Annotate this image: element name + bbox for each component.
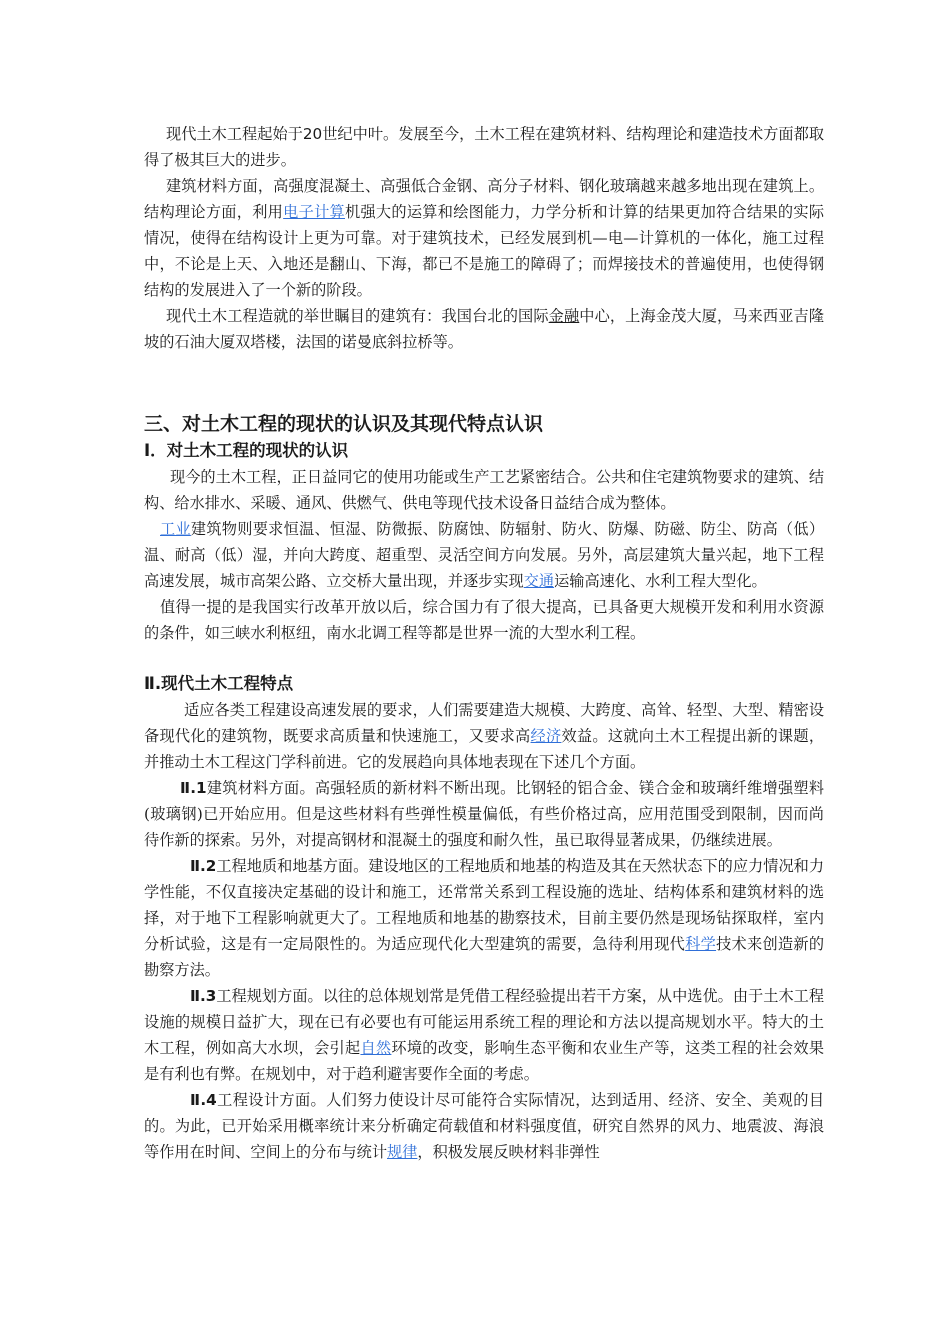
link-economy[interactable]: 经济 (530, 727, 562, 745)
list-item-planning (144, 983, 824, 1087)
text: 世纪中叶。发展至今，土木工程在建筑材料、结构理论和建造技术方面都取得了极其巨大的进步。 (144, 125, 825, 169)
item-number: Ⅱ.1 (180, 779, 207, 797)
text: 适应各类工程建设高速发展的要求，人们需要建造大规模、大跨度、高耸、轻型、大型、精密设备现代化的建筑物，既要求高质量和快速施工，又要求高 (144, 701, 824, 745)
text-number: 20 (302, 125, 323, 143)
item-number: Ⅱ.4 (190, 1091, 217, 1109)
link-transport[interactable]: 交通 (523, 572, 555, 590)
list-item-materials (144, 775, 824, 853)
text: 现代土木工程造就的举世瞩目的建筑有：我国台北的国际 (166, 307, 549, 325)
document-body (144, 121, 824, 1165)
text: 工程规划方面。以往的总体规划常是凭借工程经验提出若干方案，从中选优。由于土木工程设施的规模日益扩大，现在已有必要也有可能运用系统工程的理论和方法以提高规划水平。特大的土木工程，例如高大水坝，会引起 (144, 987, 825, 1057)
text: 工程设计方面。人们努力使设计尽可能符合实际情况，达到适用、经济、安全、美观的目的。为此，已开始采用概率统计来分析确定荷载值和材料强度值，研究自然界的风力、地震波、海浪等作用在时间、空间上的分布与统计 (144, 1091, 825, 1161)
item-number: Ⅱ.2 (190, 857, 217, 875)
text: 建筑材料方面，高强度混凝土、高强低合金钢、高分子材料、钢化玻璃越来越多地出现在建筑上。结构理论方面，利用 (144, 177, 824, 221)
paragraph-current-status-1: 现今的土木工程，正日益同它的使用功能或生产工艺紧密结合。公共和住宅建筑物要求的建筑、结构、给水排水、采暖、通风、供燃气、供电等现代技术设备日益结合成为整体。 (144, 468, 824, 512)
text: 技术来创造新的勘察方法。 (144, 935, 825, 979)
section-heading: 三、对土木工程的现状的认识及其现代特点认识 (144, 413, 544, 435)
paragraph-materials-theory (144, 173, 824, 303)
list-item-design (144, 1087, 824, 1165)
list-item-geology (144, 853, 824, 983)
text: 运输高速化、水利工程大型化。 (554, 572, 767, 590)
link-industry[interactable]: 工业 (160, 520, 191, 538)
subsection-heading-current-status: Ⅰ．对土木工程的现状的认识 (144, 441, 349, 460)
subsection-heading-modern-features: Ⅱ.现代土木工程特点 (144, 674, 294, 693)
text: 中心，上海金茂大厦，马来西亚吉隆坡的石油大厦双塔楼，法国的诺曼底斜拉桥等。 (144, 307, 825, 351)
text: 建筑材料方面。高强轻质的新材料不断出现。比钢轻的铝合金、镁合金和玻璃纤维增强塑料(玻璃钢)已开始应用。但是这些材料有些弹性模量偏低，有些价格过高，应用范围受到限制，因而尚待作新的探索。另外，对提高钢材和混凝土的强度和耐久性，虽已取得显著成果，仍继续进展。 (144, 779, 825, 849)
link-finance[interactable]: 金融 (548, 307, 580, 325)
link-electronic-computing[interactable]: 电子计算 (283, 203, 345, 221)
text: ，积极发展反映材料非弹性 (417, 1143, 600, 1161)
paragraph-current-status-3: 值得一提的是我国实行改革开放以后，综合国力有了很大提高，已具备更大规模开发和利用水资源的条件，如三峡水利枢纽，南水北调工程等都是世界一流的大型水利工程。 (144, 598, 824, 642)
link-science[interactable]: 科学 (685, 935, 717, 953)
item-number: Ⅱ.3 (190, 987, 217, 1005)
text: 机强大的运算和绘图能力，力学分析和计算的结果更加符合结果的实际情况，使得在结构设计上更为可靠。对于建筑技术，已经发展到机—电—计算机的一体化，施工过程中，不论是上天、入地还是翻山、下海，都已不是施工的障碍了；而焊接技术的普遍使用，也使得钢结构的发展进入了一个新的阶段。 (144, 203, 825, 299)
link-nature[interactable]: 自然 (360, 1039, 392, 1057)
text: 环境的改变，影响生态平衡和农业生产等，这类工程的社会效果是有利也有弊。在规划中，对于趋利避害要作全面的考虑。 (144, 1039, 825, 1083)
paragraph-modern-origin (144, 121, 824, 173)
text: 现代土木工程起始于 (166, 125, 303, 143)
paragraph-modern-features-intro (144, 697, 824, 775)
text: 工程地质和地基方面。建设地区的工程地质和地基的构造及其在天然状态下的应力情况和力学性能，不仅直接决定基础的设计和施工，还常常关系到工程设施的选址、结构体系和建筑材料的选择，对于地下工程影响就更大了。工程地质和地基的勘察技术，目前主要仍然是现场钻探取样，室内分析试验，这是有一定局限性的。为适应现代化大型建筑的需要，急待利用现代 (144, 857, 825, 953)
paragraph-current-status-2 (144, 516, 824, 594)
link-law[interactable]: 规律 (387, 1143, 418, 1161)
text: 效益。这就向土木工程提出新的课题，并推动土木工程这门学科前进。它的发展趋向具体地表现在下述几个方面。 (144, 727, 825, 771)
paragraph-landmark-buildings (144, 303, 824, 355)
text: 建筑物则要求恒温、恒湿、防微振、防腐蚀、防辐射、防火、防爆、防磁、防尘、防高（低）温、耐高（低）湿，并向大跨度、超重型、灵活空间方向发展。另外，高层建筑大量兴起，地下工程高速发展，城市高架公路、立交桥大量出现，并逐步实现 (144, 520, 825, 590)
